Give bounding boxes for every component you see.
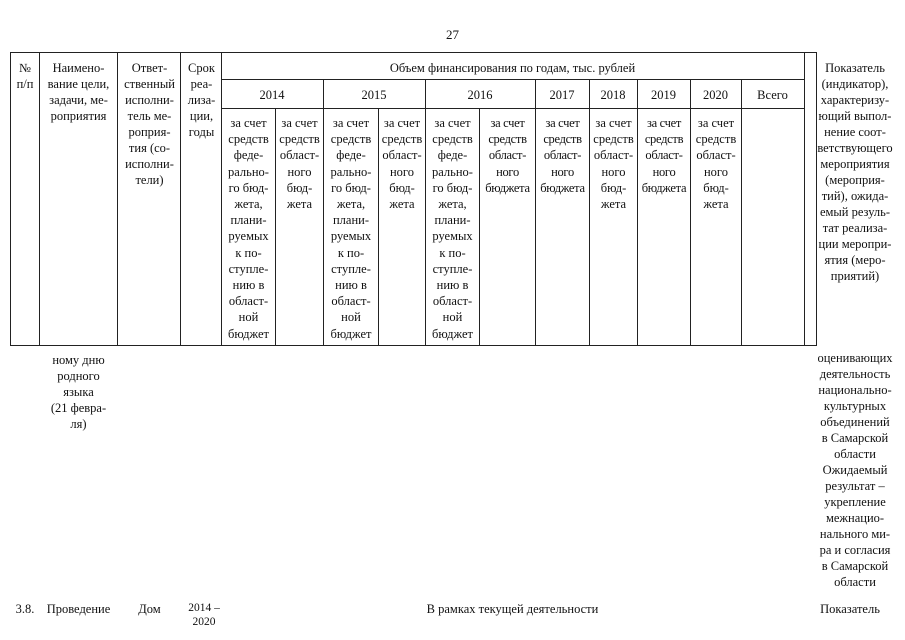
subheader-2016-federal: за счет средств феде- рально- го бюд- жета, плани- руемых к по- ступле- нию в област- ной бюджет: [432, 116, 473, 341]
header-name: Наимено- вание цели, задачи, ме- роприятия: [47, 61, 110, 123]
row-number: 3.8.: [15, 602, 35, 616]
year-2015: 2015: [361, 88, 387, 102]
header-funding-title: Объем финансирования по годам, тыс. рублей: [389, 61, 636, 75]
activity-name-continued: ному дню родного языка (21 февра- ля): [50, 353, 107, 431]
subheader-2019-regional: за счет средств област- ного бюджета: [641, 116, 687, 195]
subheader-2014-federal: за счет средств феде- рально- го бюд- жета, плани- руемых к по- ступле- нию в област- ной бюджет: [228, 116, 269, 341]
row-activity-name: Проведение: [46, 602, 111, 616]
subheader-2018-regional: за счет средств област- ного бюд- жета: [593, 116, 634, 212]
header-responsible: Ответ- ственный исполни- тель ме- роприя- тия (со- исполни- тели): [124, 61, 175, 187]
header-term: Срок реа- лиза- ции, годы: [187, 61, 216, 139]
indicator-continued: оценивающих деятельность национально- культурных объединений в Самарской области Ожидаемый результат – укрепление межнацио- нального ми- ра и согласия в Самарской области: [817, 351, 893, 589]
year-2018: 2018: [600, 88, 626, 102]
subheader-2015-federal: за счет средств феде- рально- го бюд- жета, плани- руемых к по- ступле- нию в област- ной бюджет: [330, 116, 372, 341]
row-indicator: Показатель: [820, 602, 880, 616]
year-2014: 2014: [259, 88, 285, 102]
row-funding-note: В рамках текущей деятельности: [426, 602, 599, 616]
year-total: Всего: [757, 88, 788, 102]
year-2019: 2019: [651, 88, 676, 102]
header-number: № п/п: [16, 61, 34, 91]
year-2016: 2016: [467, 88, 493, 102]
subheader-2015-regional: за счет средств област- ного бюд- жета: [381, 116, 423, 212]
row-term: 2014 – 2020: [188, 602, 220, 628]
year-2020: 2020: [703, 88, 728, 102]
subheader-2014-regional: за счет средств област- ного бюд- жета: [279, 116, 320, 212]
header-indicator: Показатель (индикатор), характеризу- ющий выпол- нение соот- ветствующего мероприятия (мероприя- тий), ожида- емый резуль- тат реализа- ции меропри- ятия (меро- приятий): [817, 61, 893, 283]
row-responsible: Дом: [138, 602, 161, 616]
subheader-2016-regional: за счет средств област- ного бюджета: [485, 116, 530, 195]
subheader-2020-regional: за счет средств област- ного бюд- жета: [695, 116, 737, 212]
subheader-2017-regional: за счет средств област- ного бюджета: [540, 116, 585, 195]
page-number: 27: [446, 27, 459, 42]
year-2017: 2017: [549, 88, 575, 102]
